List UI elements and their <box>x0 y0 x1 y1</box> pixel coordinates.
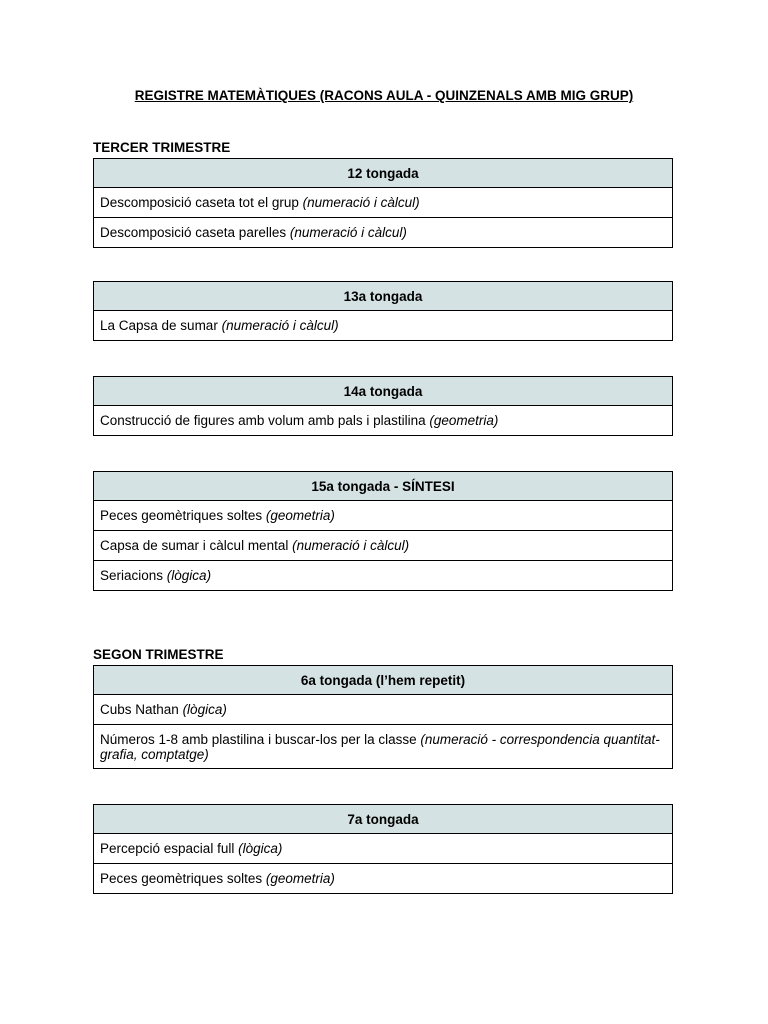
activity-table-12-tongada <box>93 158 673 248</box>
activity-row <box>94 311 673 341</box>
table-header: 6a tongada (l’hem repetit) <box>94 666 673 695</box>
activity-text: Descomposició caseta parelles <box>100 225 290 240</box>
activity-area-tag: (geometria) <box>265 871 335 886</box>
table-header: 13a tongada <box>94 282 673 311</box>
activity-text: Cubs Nathan <box>100 702 183 717</box>
activity-text: Construcció de figures amb volum amb pals i plastilina <box>100 413 430 428</box>
activity-text: Seriacions <box>100 568 167 583</box>
activity-row <box>94 725 673 769</box>
activity-text: Capsa de sumar i càlcul mental <box>100 538 293 553</box>
activity-row <box>94 561 673 591</box>
activity-text: La Capsa de sumar <box>100 318 222 333</box>
activity-area-tag: (numeració - correspondencia quantitat-grafia, comptatge) <box>100 731 660 762</box>
activity-row <box>94 834 673 864</box>
document-title: REGISTRE MATEMÀTIQUES (RACONS AULA - QUINZENALS AMB MIG GRUP) <box>134 88 634 103</box>
activity-text: Peces geomètriques soltes <box>100 508 266 523</box>
activity-row <box>94 501 673 531</box>
activity-area-tag: (numeració i càlcul) <box>302 195 420 210</box>
activity-area-tag: (numeració i càlcul) <box>289 225 407 240</box>
activity-area-tag: (lògica) <box>238 841 283 856</box>
activity-area-tag: (numeració i càlcul) <box>292 538 410 553</box>
activity-area-tag: (lògica) <box>166 568 212 583</box>
activity-area-tag: (geometria) <box>429 413 499 428</box>
table-header: 14a tongada <box>94 377 673 406</box>
activity-table-7a-tongada <box>93 804 673 894</box>
activity-text: Peces geomètriques soltes <box>100 871 266 886</box>
activity-text: Números 1-8 amb plastilina i buscar-los per la classe <box>100 731 421 747</box>
table-header: 12 tongada <box>94 159 673 188</box>
activity-table-14a-tongada <box>93 376 673 436</box>
activity-area-tag: (numeració i càlcul) <box>221 318 339 333</box>
activity-row <box>94 218 673 248</box>
activity-row <box>94 864 673 894</box>
activity-row <box>94 188 673 218</box>
activity-text: Descomposició caseta tot el grup <box>100 195 303 210</box>
activity-table-15a-tongada <box>93 471 673 591</box>
activity-table-13a-tongada <box>93 281 673 341</box>
activity-row <box>94 531 673 561</box>
activity-area-tag: (geometria) <box>265 508 335 523</box>
activity-row <box>94 406 673 436</box>
activity-area-tag: (lògica) <box>182 702 227 717</box>
activity-text: Percepció espacial full <box>100 841 239 856</box>
section-heading-tercer-trimestre: TERCER TRIMESTRE <box>93 140 231 155</box>
table-header: 7a tongada <box>94 805 673 834</box>
activity-row <box>94 695 673 725</box>
activity-table-6a-tongada <box>93 665 673 769</box>
section-heading-segon-trimestre: SEGON TRIMESTRE <box>93 647 224 662</box>
table-header: 15a tongada - SÍNTESI <box>94 472 673 501</box>
